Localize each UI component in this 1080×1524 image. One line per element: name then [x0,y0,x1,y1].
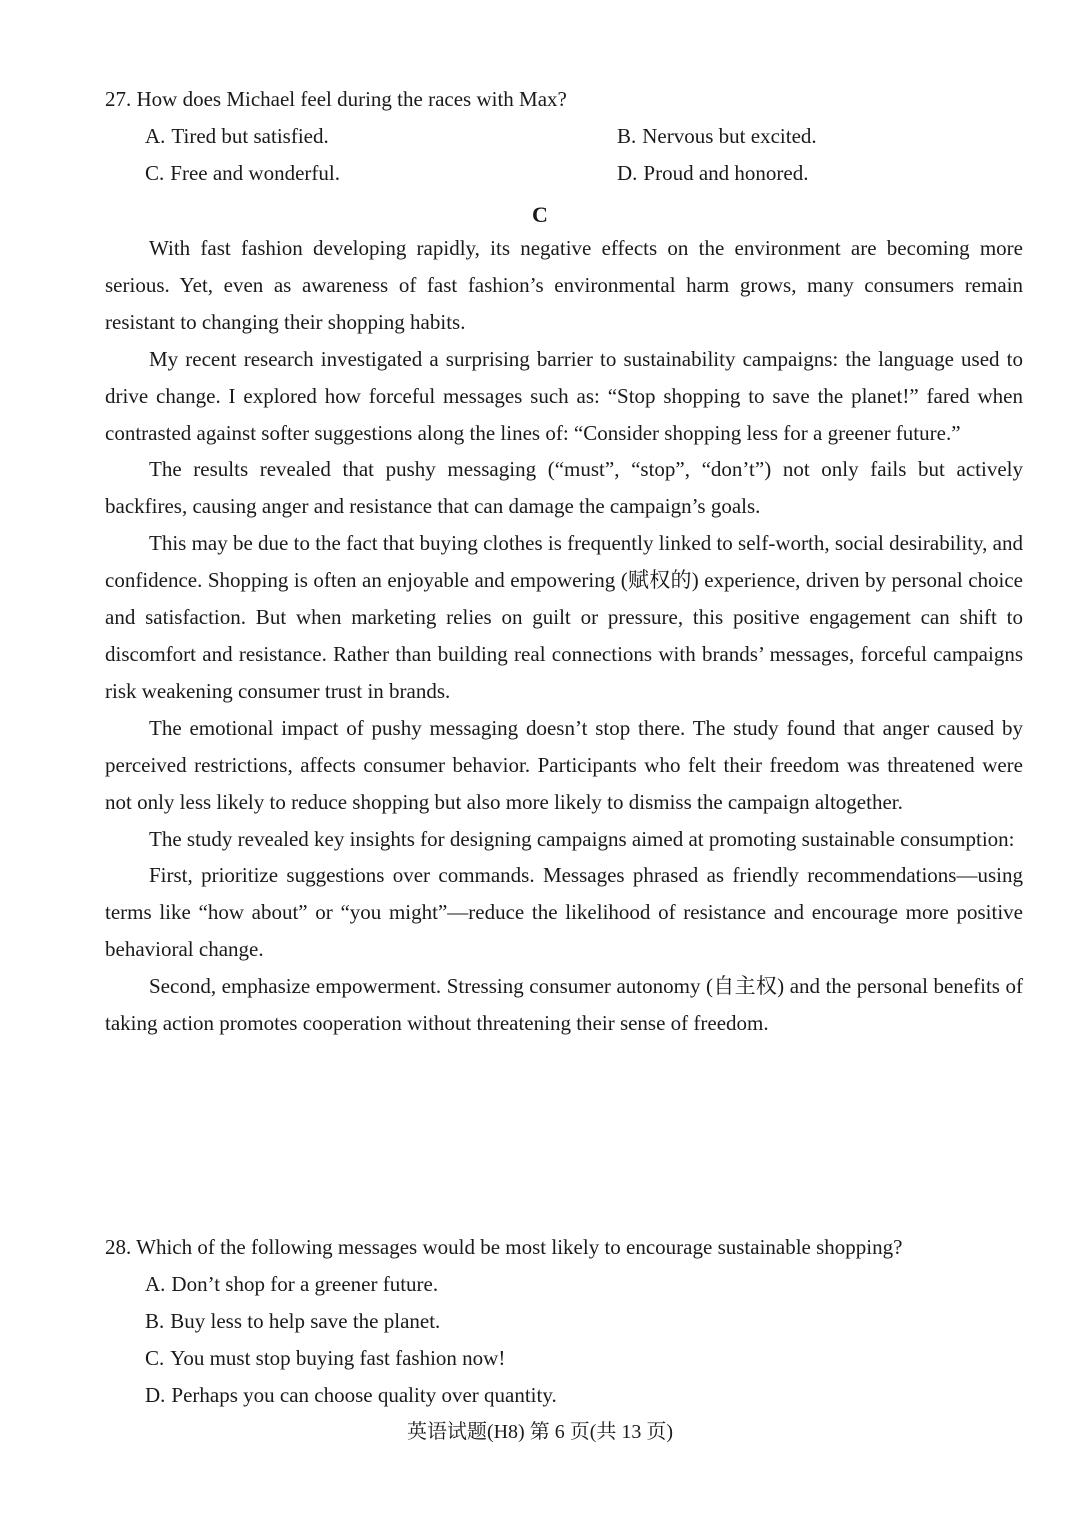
option-d: D. Proud and honored. [617,161,809,185]
answer-options [105,1266,1025,1414]
option-d: D. Perhaps you can choose quality over quantity. [145,1383,557,1407]
passage-paragraph: With fast fashion developing rapidly, its negative effects on the environment are becoming more serious. Yet, even as awareness of fast fashion’s environmental harm grows, many consumers remain resistant to changing their shopping habits. [105,236,1023,334]
question-28 [105,1229,1025,1414]
passage-paragraph: Second, emphasize empowerment. Stressing consumer autonomy (自主权) and the personal benefits of taking action promotes cooperation without threatening their sense of freedom. [105,974,1023,1036]
option-b: B. Buy less to help save the planet. [145,1309,441,1333]
passage-paragraph: First, prioritize suggestions over commands. Messages phrased as friendly recommendations—using terms like “how about” or “you might”—reduce the likelihood of resistance and encourage more positive behavioral change. [105,863,1023,962]
option-a: A. Tired but satisfied. [145,124,329,148]
answer-options [105,118,1025,192]
passage-paragraph: The results revealed that pushy messaging (“must”, “stop”, “don’t”) not only fails but actively backfires, causing anger and resistance that can damage the campaign’s goals. [105,457,1023,519]
page-footer: 英语试题(H8) 第 6 页(共 13 页) [406,1421,674,1443]
passage-paragraph: My recent research investigated a surprising barrier to sustainability campaigns: the language used to drive change. I explored how forceful messages such as: “Stop shopping to save the planet!” fared when contrasted against softer suggestions along the lines of: “Consider shopping less for a greener future.” [105,346,1023,445]
question-27 [105,81,1025,192]
passage-paragraph: The emotional impact of pushy messaging doesn’t stop there. The study found that anger caused by perceived restrictions, affects consumer behavior. Participants who felt their freedom was threatened were not only less likely to reduce shopping but also more likely to dismiss the campaign altogether. [105,715,1023,814]
reading-passage [105,230,1023,1042]
option-b: B. Nervous but excited. [617,124,817,148]
option-a: A. Don’t shop for a greener future. [145,1272,439,1296]
passage-paragraph: This may be due to the fact that buying clothes is frequently linked to self-worth, social desirability, and confidence. Shopping is often an enjoyable and empowering (赋权的) experience, driven by personal choice and satisfaction. But when marketing relies on guilt or pressure, this positive engagement can shift to discomfort and resistance. Rather than building real connections with brands’ messages, forceful campaigns risk weakening consumer trust in brands. [105,531,1024,703]
question-stem: 28. Which of the following messages would be most likely to encourage sustainable shopping? [105,1235,903,1259]
passage-paragraph: The study revealed key insights for designing campaigns aimed at promoting sustainable consumption: [149,826,1015,851]
option-c: C. You must stop buying fast fashion now! [145,1346,506,1370]
question-stem: 27. How does Michael feel during the races with Max? [105,87,567,111]
section-title: C [532,202,548,227]
option-c: C. Free and wonderful. [145,161,340,185]
